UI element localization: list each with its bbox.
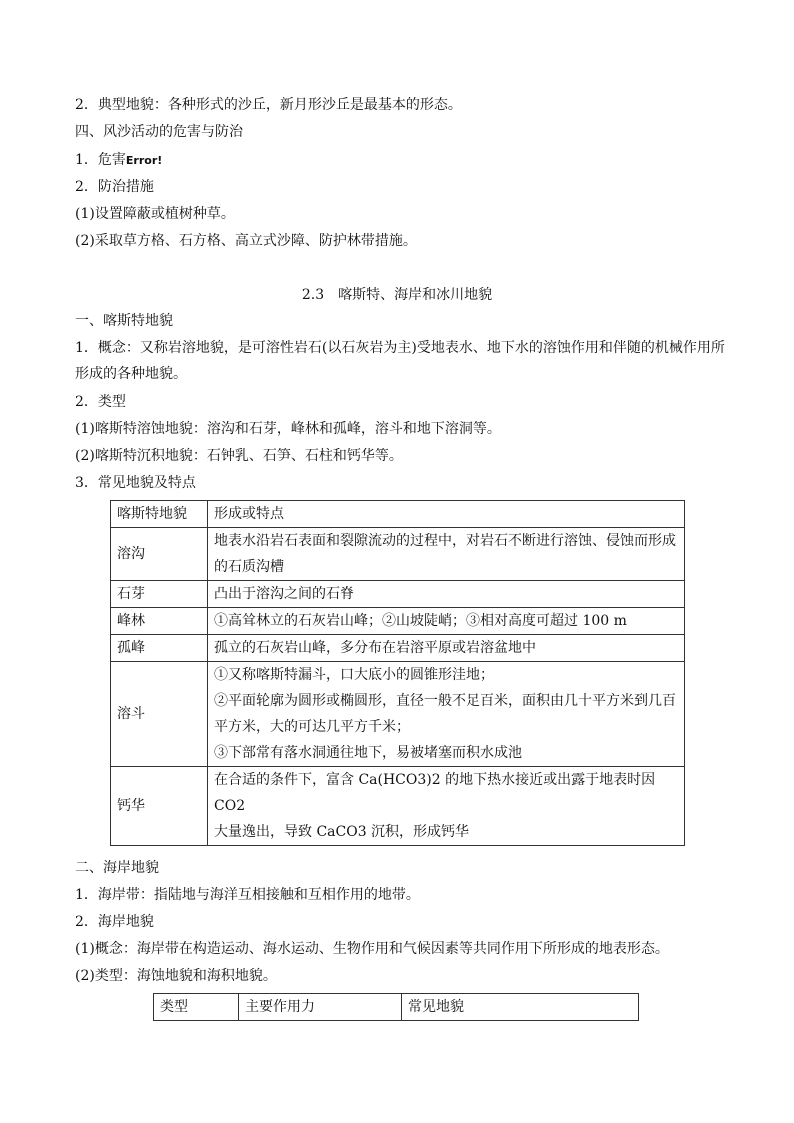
cell-line: 地表水沿岩石表面和裂隙流动的过程中，对岩石不断进行溶蚀、侵蚀而形成 (214, 533, 676, 549)
hazard-label: 1．危害 (75, 152, 126, 168)
cell-line: 平方米，大的可达几平方千米； (214, 719, 410, 735)
cell-line: 的石质沟槽 (214, 559, 284, 575)
text-line: (1)设置障蔽或植树种草。 (75, 206, 235, 222)
table-cell-desc: ①高耸林立的石灰岩山峰；②山坡陡峭；③相对高度可超过 100 m (208, 608, 685, 635)
table-cell-name: 钙华 (111, 767, 208, 846)
text-line: (2)喀斯特沉积地貌：石钟乳、石笋、石柱和钙华等。 (75, 448, 403, 464)
table-cell-name: 溶斗 (111, 662, 208, 767)
text-line: (2)类型：海蚀地貌和海积地貌。 (75, 968, 277, 984)
table-cell-desc: 孤立的石灰岩山峰，多分布在岩溶平原或岩溶盆地中 (208, 635, 685, 662)
table-cell-name: 石芽 (111, 581, 208, 608)
cell-line: ①又称喀斯特漏斗，口大底小的圆锥形洼地； (214, 667, 494, 683)
table-row (111, 608, 685, 635)
text-line: 1．海岸带：指陆地与海洋互相接触和互相作用的地带。 (75, 887, 420, 903)
section-heading: 二、海岸地貌 (75, 860, 159, 876)
text-line: 1．概念：又称岩溶地貌，是可溶性岩石(以石灰岩为主)受地表水、地下水的溶蚀作用和伴随的机械作用所 (75, 340, 725, 356)
cell-line: 大量逸出，导致 CaCO3 沉积，形成钙华 (214, 824, 470, 840)
table-header-row (154, 994, 639, 1021)
table-cell-desc: 凸出于溶沟之间的石脊 (208, 581, 685, 608)
cell-line: ③下部常有落水洞通往地下，易被堵塞而积水成池 (214, 745, 522, 761)
table-header-cell: 主要作用力 (239, 994, 402, 1021)
page-title: 2.3 喀斯特、海岸和冰川地貌 (301, 287, 493, 303)
text-line: (1)喀斯特溶蚀地貌：溶沟和石芽，峰林和孤峰，溶斗和地下溶洞等。 (75, 421, 501, 437)
text-line: (2)采取草方格、石方格、高立式沙障、防护林带措施。 (75, 233, 417, 249)
section-heading: 四、风沙活动的危害与防治 (75, 124, 243, 140)
table-header-cell: 常见地貌 (402, 994, 639, 1021)
table-header-cell: 喀斯特地貌 (111, 501, 208, 528)
table-cell-desc (208, 662, 685, 767)
table-row (111, 767, 685, 846)
text-line: (1)概念：海岸带在构造运动、海水运动、生物作用和气候因素等共同作用下所形成的地表形态。 (75, 941, 669, 957)
cell-line: 在合适的条件下，富含 Ca(HCO3)2 的地下热水接近或出露于地表时因 CO2 (214, 772, 656, 814)
coast-table (153, 993, 639, 1021)
table-header-row (111, 501, 685, 528)
table-cell-name: 峰林 (111, 608, 208, 635)
text-line (75, 150, 162, 171)
text-line: 3．常见地貌及特点 (75, 475, 196, 491)
table-cell-desc (208, 528, 685, 581)
table-cell-desc (208, 767, 685, 846)
table-row (111, 662, 685, 767)
text-line: 2．类型 (75, 394, 126, 410)
table-row (111, 528, 685, 581)
text-line: 2．海岸地貌 (75, 914, 154, 930)
text-line: 形成的各种地貌。 (75, 366, 187, 382)
section-heading: 一、喀斯特地貌 (75, 313, 173, 329)
table-header-cell: 形成或特点 (208, 501, 685, 528)
text-line: 2．典型地貌：各种形式的沙丘，新月形沙丘是最基本的形态。 (75, 97, 462, 113)
table-cell-name: 孤峰 (111, 635, 208, 662)
text-line: 2．防治措施 (75, 179, 154, 195)
karst-table (110, 500, 685, 846)
table-row (111, 581, 685, 608)
table-row (111, 635, 685, 662)
error-text: Error! (125, 154, 163, 167)
table-cell-name: 溶沟 (111, 528, 208, 581)
cell-line: ②平面轮廓为圆形或椭圆形，直径一般不足百米，面积由几十平方米到几百 (214, 693, 676, 709)
table-header-cell: 类型 (154, 994, 239, 1021)
